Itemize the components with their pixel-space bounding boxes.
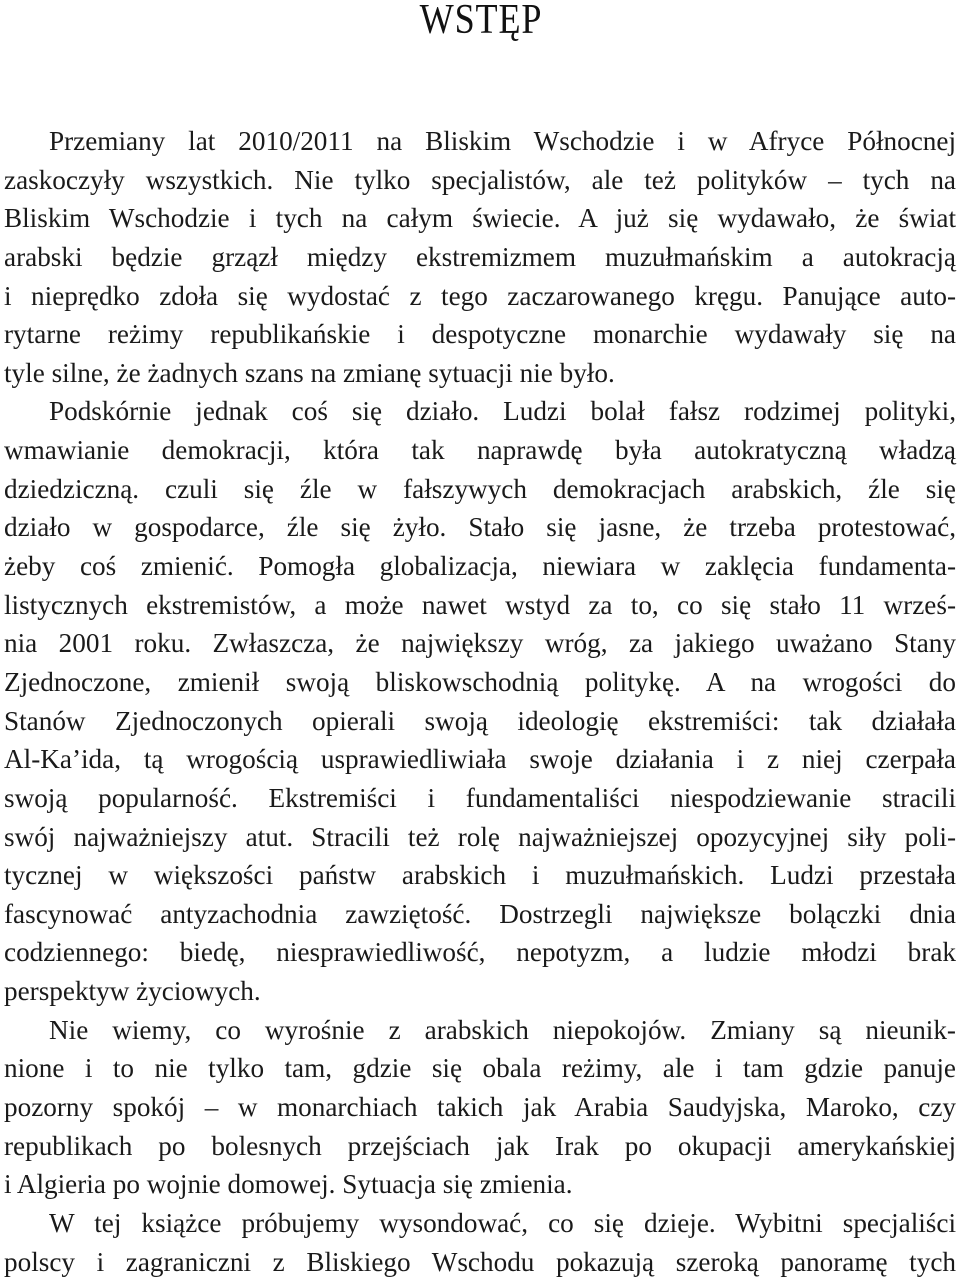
paragraph-4 [4,1204,956,1281]
text-line: żeby coś zmienić. Pomogła globalizacja, niewiara w zaklęcia fundamenta- [4,551,956,582]
text-line: zaskoczyły wszystkich. Nie tylko specjalistów, ale też polityków – tych na [4,164,956,195]
paragraph-1 [4,122,956,392]
text-line: republikach po bolesnych przejściach jak Irak po okupacji amerykańskiej [4,1130,956,1161]
text-line: arabski będzie grzązł między ekstremizmem muzułmańskim a autokracją [4,241,956,272]
text-line: perspektyw życiowych. [4,976,261,1007]
text-line: nione i to nie tylko tam, gdzie się obala reżimy, ale i tam gdzie panuje [4,1053,956,1084]
text-line: pozorny spokój – w monarchiach takich jak Arabia Saudyjska, Maroko, czy [4,1092,956,1123]
chapter-title: WSTĘP [419,0,543,43]
text-line: swoją popularność. Ekstremiści i fundamentaliści niespodziewanie stracili [4,782,956,813]
paragraph-2 [4,392,956,1010]
text-line: codziennego: biedę, niesprawiedliwość, nepotyzm, a ludzie młodzi brak [4,937,956,968]
text-line: W tej książce próbujemy wysondować, co się dzieje. Wybitni specjaliści [49,1207,956,1238]
text-line: Bliskim Wschodzie i tych na całym świecie. A już się wydawało, że świat [4,203,956,234]
paragraph-3 [4,1011,956,1204]
text-line: Nie wiemy, co wyrośnie z arabskich niepokojów. Zmiany są nieunik- [49,1014,956,1045]
text-line: wmawianie demokracji, która tak naprawdę była autokratyczną władzą [4,435,956,466]
text-line: Podskórnie jednak coś się działo. Ludzi bolał fałsz rodzimej polityki, [49,396,956,427]
text-line: i Algieria po wojnie domowej. Sytuacja się zmienia. [4,1169,573,1200]
body-text [4,122,956,1281]
text-line: tycznej w większości państw arabskich i muzułmańskich. Ludzi przestała [4,860,956,891]
text-line: działo w gospodarce, źle się żyło. Stało się jasne, że trzeba protestować, [4,512,956,543]
text-line: swój najważniejszy atut. Stracili też rolę najważniejszej opozycyjnej siły poli- [4,821,956,852]
text-line: i nieprędko zdoła się wydostać z tego zaczarowanego kręgu. Panujące auto- [4,280,956,311]
text-line: Przemiany lat 2010/2011 na Bliskim Wschodzie i w Afryce Północnej [49,126,956,156]
text-line: Zjednoczone, zmienił swoją bliskowschodnią politykę. A na wrogości do [4,666,956,697]
text-line: fascynować antyzachodnia zawziętość. Dostrzegli największe bolączki dnia [4,898,956,929]
text-line: polscy i zagraniczni z Bliskiego Wschodu pokazują szeroką panoramę tych [4,1246,956,1277]
text-line: listycznych ekstremistów, a może nawet wstyd za to, co się stało 11 wrześ- [4,589,956,620]
text-line: tyle silne, że żadnych szans na zmianę sytuacji nie było. [4,357,615,388]
text-line: Al-Ka’ida, tą wrogością usprawiedliwiała swoje działania i z niej czerpała [4,744,956,775]
text-line: Stanów Zjednoczonych opierali swoją ideologię ekstremiści: tak działała [4,705,956,736]
document-page [4,0,958,1277]
text-line: rytarne reżimy republikańskie i despotyczne monarchie wydawały się na [4,319,956,350]
text-line: nia 2001 roku. Zwłaszcza, że największy wróg, za jakiego uważano Stany [4,628,956,659]
text-line: dziedziczną. czuli się źle w fałszywych demokracjach arabskich, źle się [4,473,956,504]
